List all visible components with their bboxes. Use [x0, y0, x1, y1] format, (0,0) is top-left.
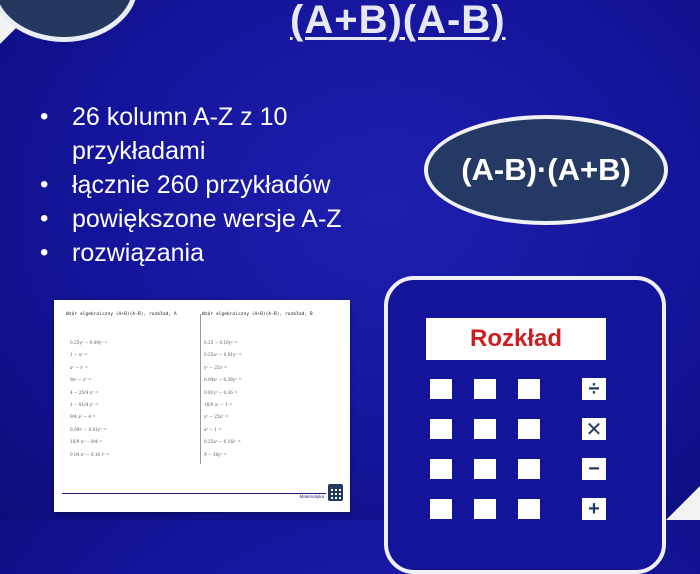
calculator-key [518, 459, 540, 479]
multiply-icon: ✕ [582, 418, 606, 440]
calculator-key [474, 499, 496, 519]
calculator-key [518, 379, 540, 399]
plus-icon: + [582, 498, 606, 520]
feature-item: • powiększone wersje A-Z [40, 202, 400, 236]
minus-icon: − [582, 458, 606, 480]
worksheet-column-title: Wzór algebraiczny (A+B)(A-B), rozkład, A [66, 312, 177, 317]
worksheet-example: 9 − 16y² = [204, 451, 228, 457]
footer-line [62, 493, 326, 494]
calculator-key [518, 419, 540, 439]
worksheet-example: 16/9 x² − 9/4 = [70, 439, 103, 445]
worksheet-example: 0.25 − 0.16y² = [204, 340, 238, 345]
worksheet-example: 0.25a² − 0.16i² = [204, 439, 241, 445]
footer-text: Matematyka [299, 494, 324, 499]
worksheet-example: y² − 25i² = [204, 364, 228, 370]
worksheet-example: 1 − x² = [70, 352, 88, 358]
formula-badge: (A-B)·(A+B) [424, 115, 668, 225]
worksheet-example: x² − i² = [70, 364, 89, 370]
calculator-graphic [384, 276, 666, 574]
calculator-key [474, 379, 496, 399]
feature-list [40, 100, 400, 270]
feature-item: • łącznie 260 przykładów [40, 168, 400, 202]
worksheet-preview [54, 300, 350, 512]
worksheet-example: y² − 25x² = [204, 414, 229, 420]
calculator-key [430, 499, 452, 519]
worksheet-example: 0.09i² − 0.01y² = [70, 426, 107, 432]
calculator-display: Rozkład [426, 318, 606, 360]
calculator-key [430, 459, 452, 479]
worksheet-example: 0.25y² − 0.49y² = [70, 340, 108, 345]
worksheet-example: 4 − 25/4 x² = [70, 389, 99, 395]
worksheet-example: 9x² − z² = [70, 377, 92, 383]
worksheet-example: 16/9 a² − 1 = [204, 402, 233, 407]
worksheet-example: 0.25a² − 0.01y² = [204, 352, 242, 358]
calculator-key [430, 379, 452, 399]
divide-icon: ÷ [582, 378, 606, 400]
feature-item: • rozwiązania [40, 236, 400, 270]
worksheet-example: 0.04x² − 0.36y² = [204, 377, 242, 383]
worksheet-example: 9/4 a² − 4 = [70, 414, 96, 420]
worksheet-column-b [202, 312, 342, 317]
worksheet-example: 1 − 81/4 y² = [70, 402, 99, 407]
page-title: (A+B)(A-B) [290, 0, 506, 42]
worksheet-example: 0.04 x² − 0.16 i² = [70, 451, 110, 457]
calculator-logo-icon [328, 484, 343, 501]
calculator-key [430, 419, 452, 439]
column-divider [200, 314, 201, 464]
worksheet-column-a [66, 312, 206, 317]
worksheet-column-title: Wzór algebraiczny (A+B)(A-B), rozkład, B [202, 312, 313, 317]
calculator-key [474, 419, 496, 439]
calculator-key [518, 499, 540, 519]
worksheet-example: 0.81y² − 0.36 = [204, 389, 238, 395]
corner-decoration-bottom-right [666, 486, 700, 520]
worksheet-example: a² − 1 = [204, 426, 222, 432]
feature-item: • 26 kolumn A-Z z 10 przykładami [40, 100, 400, 168]
calculator-key [474, 459, 496, 479]
